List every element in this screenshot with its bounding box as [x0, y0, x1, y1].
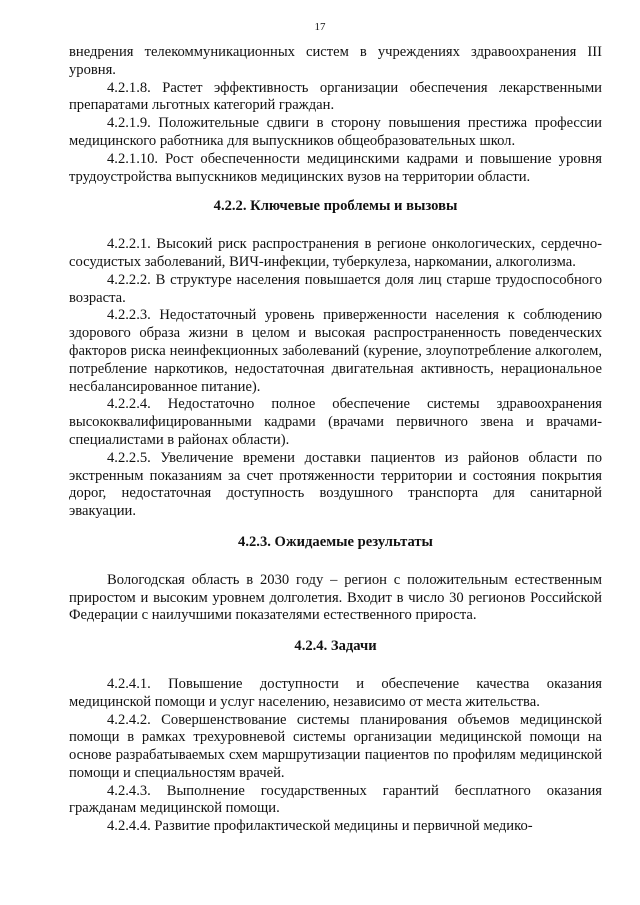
section-heading: 4.2.2. Ключевые проблемы и вызовы	[213, 198, 458, 215]
paragraph: 4.2.2.4. Недостаточно полное обеспечение системы здравоохранения высококвалифицированными кадрами (врачами первичного звена и врачами-специалистами в районах области).	[69, 396, 602, 448]
paragraph: 4.2.2.5. Увеличение времени доставки пациентов из районов области по экстренным показаниям за счет протяженности территории и состояния покрытия дорог, недостаточная доступность воздушного транспорта для санитарной эвакуации.	[69, 449, 602, 520]
paragraph: Вологодская область в 2030 году – регион с положительным естественным приростом и высоким уровнем долголетия. Входит в число 30 регионов Российской Федерации с наилучшими показателями естественного прироста.	[69, 571, 602, 624]
paragraph: 4.2.2.1. Высокий риск распространения в регионе онкологических, сердечно-сосудистых заболеваний, ВИЧ-инфекции, туберкулеза, наркомании, алкоголизма.	[69, 236, 602, 270]
page-number: 17	[314, 21, 326, 33]
paragraph: 4.2.1.9. Положительные сдвиги в сторону повышения престижа профессии медицинского работника для выпускников общеобразовательных школ.	[69, 115, 602, 149]
document-body	[69, 44, 602, 836]
section-heading: 4.2.3. Ожидаемые результаты	[238, 533, 433, 550]
section-heading: 4.2.4. Задачи	[294, 638, 377, 655]
paragraph: 4.2.1.8. Растет эффективность организации обеспечения лекарственными препаратами льготных категорий граждан.	[69, 79, 602, 114]
paragraph: 4.2.4.4. Развитие профилактической медицины и первичной медико-	[107, 818, 533, 835]
paragraph: внедрения телекоммуникационных систем в учреждениях здравоохранения III уровня.	[69, 44, 602, 78]
paragraph: 4.2.4.1. Повышение доступности и обеспечение качества оказания медицинской помощи и услуг населению, независимо от места жительства.	[69, 675, 602, 710]
paragraph: 4.2.4.2. Совершенствование системы планирования объемов медицинской помощи в рамках трехуровневой системы организации медицинской помощи на основе разрабатываемых схем маршрутизации пациентов по профилям медицинской помощи и специальностям врачей.	[69, 711, 602, 781]
paragraph: 4.2.2.3. Недостаточный уровень приверженности населения к соблюдению здорового образа жизни в целом и высокая распространенность поведенческих факторов риска неинфекционных заболеваний (курение, злоупотребление алкоголем, потребление наркотиков, недостаточная двигательная активность, нерациональное несбалансированное питание).	[69, 307, 602, 395]
paragraph: 4.2.1.10. Рост обеспеченности медицинскими кадрами и повышение уровня трудоустройства выпускников медицинских вузов на территории области.	[69, 150, 602, 185]
paragraph: 4.2.2.2. В структуре населения повышается доля лиц старше трудоспособного возраста.	[69, 271, 602, 306]
paragraph: 4.2.4.3. Выполнение государственных гарантий бесплатного оказания гражданам медицинской помощи.	[69, 782, 602, 817]
